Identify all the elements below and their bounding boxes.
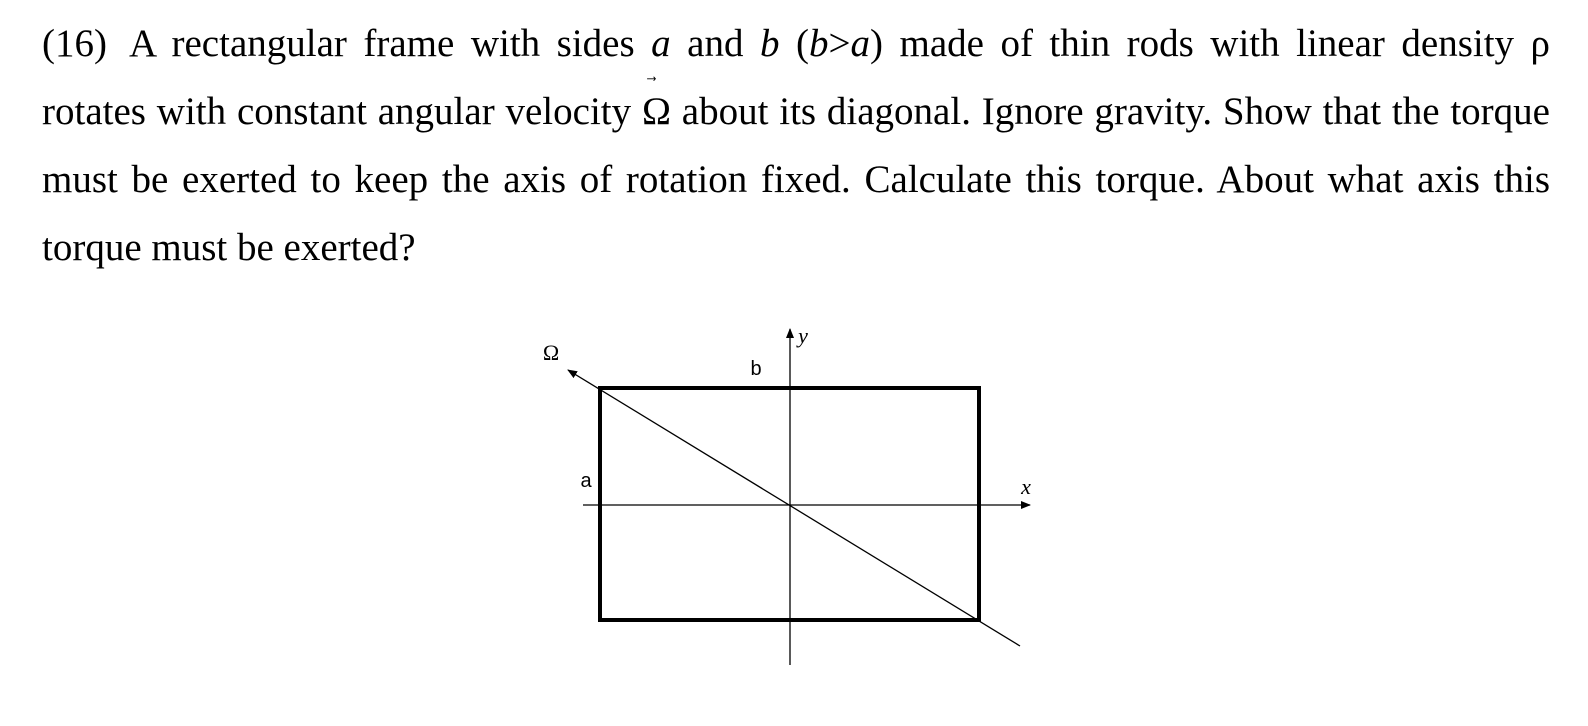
side-b-label: b	[750, 358, 762, 380]
var-a-inequality: a	[850, 22, 870, 65]
greater-than-sign: >	[828, 22, 851, 65]
problem-text-4: ) made of thin rods with linear density ρ rotates with constant angular velocity	[42, 22, 1551, 133]
x-axis-label: x	[1021, 474, 1031, 499]
omega-symbol: Ω	[641, 90, 671, 133]
var-b-inequality: b	[809, 22, 829, 65]
problem-text-3: (	[779, 22, 809, 65]
problem-text-5: about its diagonal. Ignore gravity. Show that the torque must be exerted to keep the axis of rotation fixed. Calculate this torque. About what axis this torque must be exerted?	[42, 90, 1550, 269]
rotation-axis-diagonal	[568, 370, 1020, 646]
var-a: a	[651, 22, 671, 65]
problem-text-1: A rectangular frame with sides	[128, 22, 652, 65]
y-axis-label: y	[798, 323, 808, 348]
side-a-label: a	[580, 470, 592, 492]
problem-text-2: and	[670, 22, 760, 65]
omega-label: Ω	[542, 340, 560, 365]
var-b: b	[760, 22, 780, 65]
problem-number: (16)	[42, 22, 107, 65]
